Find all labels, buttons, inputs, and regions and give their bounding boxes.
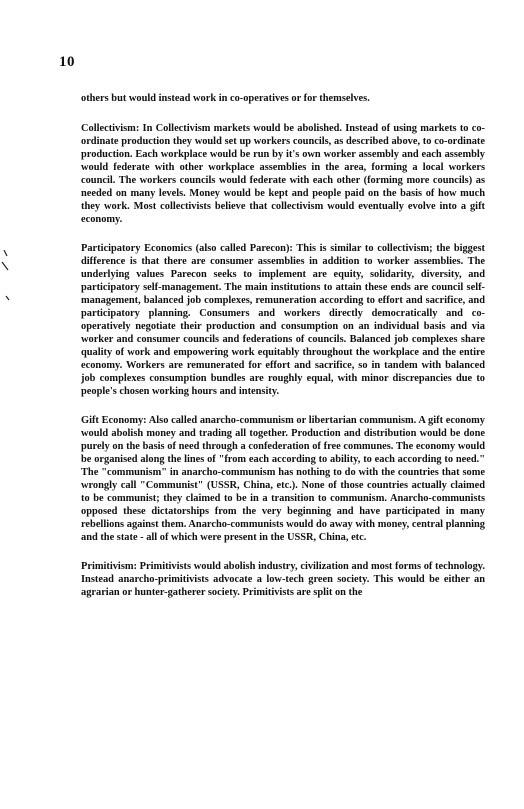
paragraph-text: Also called anarcho-communism or libertarian communism. A gift economy would abolish money and trading all together. Production and distribution would be done purely on the basis of need through a confederation of free communes. The economy would be organised along the lines of "from each according to ability, to each according to need." The "communism" in anarcho-communism has nothing to do with the countries that some wrongly call "Communist" (USSR, China, etc.). None of those countries actually claimed to be communist; they claimed to be in a transition to communism. Anarcho-communists opposed these dictatorships from the very beginning and have participated in many rebellions against them. Anarcho-communists would do away with money, central planning and the state - all of which were present in the USSR, China, etc. <box>81 415 486 543</box>
paragraph-participatory-economics <box>81 242 485 398</box>
paragraph-gift-economy <box>81 414 485 544</box>
term-collectivism: Collectivism: <box>81 123 140 134</box>
page-number: 10 <box>59 54 75 70</box>
paragraph-collectivism <box>81 122 485 226</box>
paragraph-text: others but would instead work in co-operatives or for themselves. <box>81 93 370 104</box>
term-participatory-economics: Participatory Economics (also called Parecon): <box>81 243 293 254</box>
paragraph-primitivism <box>81 560 485 599</box>
paragraph-continuation <box>81 92 485 105</box>
body-text <box>81 92 485 615</box>
paragraph-text: Primitivists would abolish industry, civilization and most forms of technology. Instead anarcho-primitivists advocate a low-tech green society. This would be either an agrarian or hunter-gatherer society. Primitivists are split on the <box>81 561 485 598</box>
term-gift-economy: Gift Economy: <box>81 415 147 426</box>
paragraph-text: This is similar to collectivism; the biggest difference is that there are consumer assemblies in addition to worker assemblies. The underlying values Parecon seeks to implement are equity, solidarity, diversity, and participatory self-management. The main institutions to attain these ends are council self-management, balanced job complexes, remuneration according to effort and sacrifice, and participatory planning. Consumers and workers directly democratically and co-operatively negotiate their production and consumption on an individual basis and via worker and consumer councils and federations of councils. Balanced job complexes share quality of work and empowering work equitably throughout the workplace and the entire economy. Workers are remunerated for effort and sacrifice, so in tandem with balanced job complexes consumption bundles are roughly equal, with minor discrepancies due to people's chosen working hours and intensity. <box>81 243 485 397</box>
term-primitivism: Primitivism: <box>81 561 137 572</box>
margin-marks <box>0 250 24 310</box>
paragraph-text: In Collectivism markets would be abolished. Instead of using markets to co-ordinate production they would set up workers councils, as described above, to co-ordinate production. Each workplace would be run by it's own worker assembly and each assembly would federate with other workplace assemblies in the area, forming a local workers council. The workers councils would federate with each other (forming more councils) as needed on many levels. Money would be kept and people paid on the basis of how much they work. Most collectivists believe that collectivism would eventually evolve into a gift economy. <box>81 123 485 225</box>
